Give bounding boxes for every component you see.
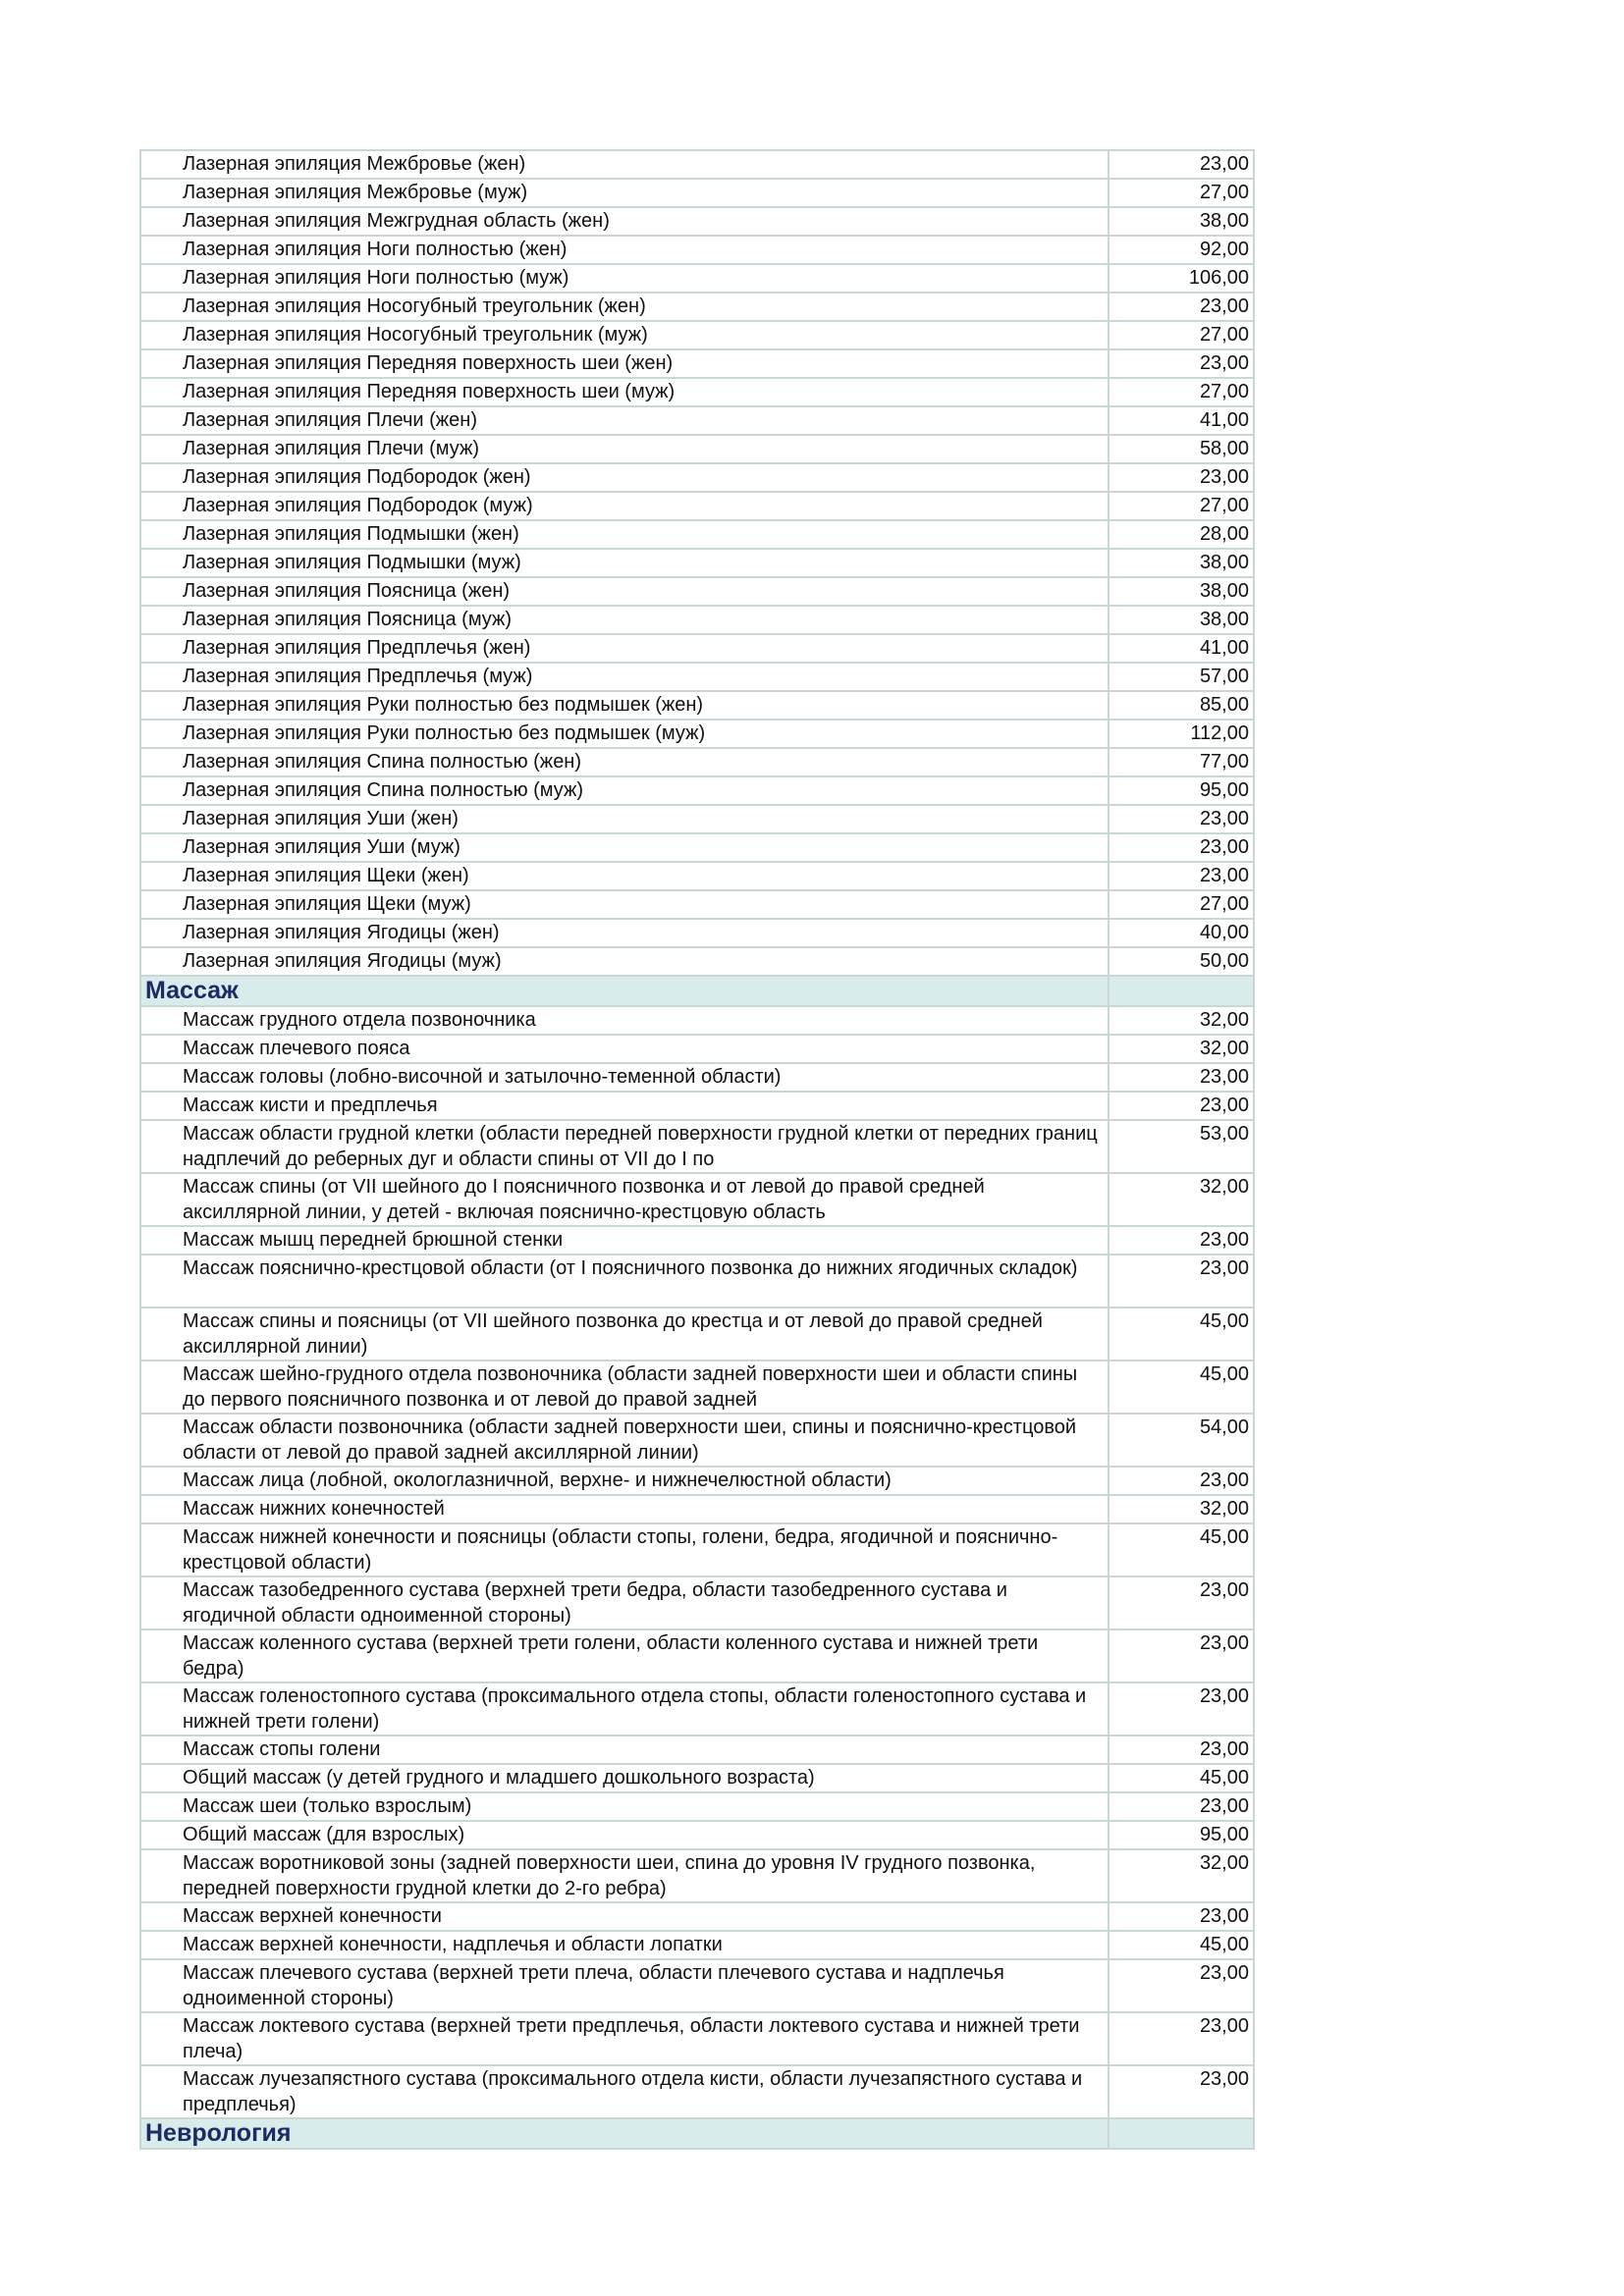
service-row bbox=[140, 1629, 1254, 1682]
service-name-cell bbox=[140, 492, 1109, 520]
service-name: Лазерная эпиляция Плечи (муж) bbox=[183, 438, 480, 459]
service-name: Массаж лучезапястного сустава (проксимального отдела кисти, области лучезапястного сустава и предплечья) bbox=[183, 2068, 1083, 2115]
service-name: Лазерная эпиляция Поясница (муж) bbox=[183, 609, 513, 630]
service-price: 23,00 bbox=[1109, 1255, 1254, 1308]
service-name: Массаж стопы голени bbox=[183, 1738, 381, 1760]
service-name-cell bbox=[140, 776, 1109, 805]
service-name: Массаж локтевого сустава (верхней трети предплечья, области локтевого сустава и нижней трети плеча) bbox=[183, 2015, 1080, 2062]
service-name-cell bbox=[140, 1764, 1109, 1792]
service-name-cell bbox=[140, 1629, 1109, 1682]
service-name-cell bbox=[140, 2065, 1109, 2118]
service-row bbox=[140, 1849, 1254, 1902]
service-name: Общий массаж (для взрослых) bbox=[183, 1824, 465, 1845]
service-price: 45,00 bbox=[1109, 1764, 1254, 1792]
service-row bbox=[140, 663, 1254, 691]
service-name-cell bbox=[140, 549, 1109, 577]
service-name-cell bbox=[140, 378, 1109, 406]
service-name: Лазерная эпиляция Спина полностью (жен) bbox=[183, 751, 582, 773]
service-row bbox=[140, 1361, 1254, 1414]
category-price-cell bbox=[1109, 976, 1254, 1006]
service-name: Массаж области грудной клетки (области передней поверхности грудной клетки от передних границ надплечий до реберных дуг и области спины от VII до I по bbox=[183, 1123, 1098, 1170]
service-name-cell bbox=[140, 435, 1109, 463]
service-name: Массаж грудного отдела позвоночника bbox=[183, 1009, 536, 1031]
service-name-cell bbox=[140, 1792, 1109, 1821]
service-price: 23,00 bbox=[1109, 1467, 1254, 1495]
service-name: Лазерная эпиляция Предплечья (жен) bbox=[183, 637, 531, 659]
service-name-cell bbox=[140, 1226, 1109, 1255]
service-name: Лазерная эпиляция Подбородок (муж) bbox=[183, 495, 533, 516]
service-name-cell bbox=[140, 1523, 1109, 1576]
service-name: Массаж воротниковой зоны (задней поверхности шеи, спина до уровня IV грудного позвонка, передней поверхности грудной клетки до 2-го ребра) bbox=[183, 1852, 1036, 1899]
service-price: 32,00 bbox=[1109, 1035, 1254, 1063]
service-price: 23,00 bbox=[1109, 349, 1254, 378]
service-name: Лазерная эпиляция Щеки (муж) bbox=[183, 893, 471, 915]
service-name-cell bbox=[140, 264, 1109, 293]
service-row bbox=[140, 2065, 1254, 2118]
service-price: 23,00 bbox=[1109, 463, 1254, 492]
service-name: Лазерная эпиляция Поясница (жен) bbox=[183, 580, 511, 602]
service-name: Лазерная эпиляция Руки полностью без подмышек (муж) bbox=[183, 722, 706, 744]
service-name-cell bbox=[140, 1821, 1109, 1849]
service-name-cell bbox=[140, 1361, 1109, 1414]
service-name-cell bbox=[140, 1576, 1109, 1629]
service-price: 23,00 bbox=[1109, 2012, 1254, 2065]
service-row bbox=[140, 776, 1254, 805]
service-name-cell bbox=[140, 1120, 1109, 1173]
service-name-cell bbox=[140, 606, 1109, 634]
service-price: 38,00 bbox=[1109, 606, 1254, 634]
service-row bbox=[140, 1902, 1254, 1931]
service-price: 23,00 bbox=[1109, 1576, 1254, 1629]
service-price: 27,00 bbox=[1109, 890, 1254, 919]
service-name-cell bbox=[140, 1308, 1109, 1361]
service-name: Лазерная эпиляция Ягодицы (муж) bbox=[183, 950, 502, 972]
service-name-cell bbox=[140, 634, 1109, 663]
service-row bbox=[140, 349, 1254, 378]
service-name: Массаж нижней конечности и поясницы (области стопы, голени, бедра, ягодичной и пояснично-крестцовой области) bbox=[183, 1526, 1058, 1574]
service-price: 40,00 bbox=[1109, 919, 1254, 947]
service-name: Лазерная эпиляция Носогубный треугольник (муж) bbox=[183, 324, 648, 346]
service-row bbox=[140, 691, 1254, 720]
service-price: 32,00 bbox=[1109, 1849, 1254, 1902]
service-name-cell bbox=[140, 691, 1109, 720]
service-name: Массаж верхней конечности, надплечья и области лопатки bbox=[183, 1934, 723, 1955]
service-row bbox=[140, 1682, 1254, 1735]
service-name-cell bbox=[140, 1959, 1109, 2012]
service-row bbox=[140, 463, 1254, 492]
service-row bbox=[140, 492, 1254, 520]
service-row bbox=[140, 1255, 1254, 1308]
service-name: Лазерная эпиляция Руки полностью без подмышек (жен) bbox=[183, 694, 704, 716]
service-row bbox=[140, 606, 1254, 634]
service-name-cell bbox=[140, 1035, 1109, 1063]
service-row bbox=[140, 1308, 1254, 1361]
service-name-cell bbox=[140, 321, 1109, 349]
service-name-cell bbox=[140, 293, 1109, 321]
service-price: 85,00 bbox=[1109, 691, 1254, 720]
service-row bbox=[140, 577, 1254, 606]
service-name-cell bbox=[140, 1414, 1109, 1467]
service-name: Общий массаж (у детей грудного и младшего дошкольного возраста) bbox=[183, 1767, 815, 1789]
service-price: 23,00 bbox=[1109, 1902, 1254, 1931]
service-name-cell bbox=[140, 150, 1109, 179]
service-name-cell bbox=[140, 1735, 1109, 1764]
service-name: Лазерная эпиляция Предплечья (муж) bbox=[183, 666, 533, 687]
service-name: Лазерная эпиляция Щеки (жен) bbox=[183, 865, 469, 886]
service-price: 23,00 bbox=[1109, 833, 1254, 862]
service-name: Массаж нижних конечностей bbox=[183, 1498, 445, 1520]
service-price: 23,00 bbox=[1109, 1792, 1254, 1821]
service-name: Массаж области позвоночника (области задней поверхности шеи, спины и пояснично-крестцовой области от левой до правой задней аксиллярной линии) bbox=[183, 1416, 1077, 1464]
service-name-cell bbox=[140, 1931, 1109, 1959]
service-name-cell bbox=[140, 1495, 1109, 1523]
service-row bbox=[140, 1006, 1254, 1035]
service-price: 58,00 bbox=[1109, 435, 1254, 463]
service-row bbox=[140, 1931, 1254, 1959]
category-title: Массаж bbox=[140, 976, 1109, 1006]
service-name-cell bbox=[140, 720, 1109, 748]
service-row bbox=[140, 748, 1254, 776]
service-price: 23,00 bbox=[1109, 1092, 1254, 1120]
service-row bbox=[140, 150, 1254, 179]
category-row bbox=[140, 976, 1254, 1006]
category-row bbox=[140, 2118, 1254, 2149]
service-row bbox=[140, 1035, 1254, 1063]
service-name: Массаж тазобедренного сустава (верхней трети бедра, области тазобедренного сустава и ягодичной области одноименной стороны) bbox=[183, 1579, 1007, 1627]
service-price: 77,00 bbox=[1109, 748, 1254, 776]
service-name: Лазерная эпиляция Межгрудная область (жен) bbox=[183, 210, 610, 232]
service-name: Массаж верхней конечности bbox=[183, 1905, 442, 1927]
service-price: 45,00 bbox=[1109, 1361, 1254, 1414]
service-name-cell bbox=[140, 406, 1109, 435]
service-name: Лазерная эпиляция Спина полностью (муж) bbox=[183, 779, 584, 801]
service-name-cell bbox=[140, 577, 1109, 606]
category-price-cell bbox=[1109, 2118, 1254, 2149]
service-price: 23,00 bbox=[1109, 150, 1254, 179]
service-name-cell bbox=[140, 1467, 1109, 1495]
price-list-sheet bbox=[139, 149, 1253, 2150]
service-name-cell bbox=[140, 2012, 1109, 2065]
service-name: Лазерная эпиляция Ягодицы (жен) bbox=[183, 922, 500, 943]
service-name: Лазерная эпиляция Межбровье (муж) bbox=[183, 182, 528, 203]
service-row bbox=[140, 1063, 1254, 1092]
service-row bbox=[140, 236, 1254, 264]
service-price: 50,00 bbox=[1109, 947, 1254, 976]
service-price: 106,00 bbox=[1109, 264, 1254, 293]
service-price: 23,00 bbox=[1109, 862, 1254, 890]
service-price: 27,00 bbox=[1109, 321, 1254, 349]
service-row bbox=[140, 1792, 1254, 1821]
service-name: Лазерная эпиляция Подмышки (жен) bbox=[183, 523, 519, 545]
service-name: Массаж шеи (только взрослым) bbox=[183, 1795, 472, 1817]
service-price: 57,00 bbox=[1109, 663, 1254, 691]
service-name-cell bbox=[140, 1063, 1109, 1092]
service-price: 27,00 bbox=[1109, 179, 1254, 207]
service-row bbox=[140, 1495, 1254, 1523]
service-name-cell bbox=[140, 1006, 1109, 1035]
price-table bbox=[139, 149, 1255, 2150]
service-name-cell bbox=[140, 520, 1109, 549]
service-name: Массаж пояснично-крестцовой области (от I поясничного позвонка до нижних ягодичных складок) bbox=[183, 1257, 1078, 1279]
service-price: 23,00 bbox=[1109, 1959, 1254, 2012]
service-name: Массаж шейно-грудного отдела позвоночника (области задней поверхности шеи и области спины до первого поясничного позвонка и от левой до правой задней bbox=[183, 1363, 1078, 1411]
service-row bbox=[140, 1226, 1254, 1255]
service-row bbox=[140, 264, 1254, 293]
service-price: 45,00 bbox=[1109, 1308, 1254, 1361]
service-price: 23,00 bbox=[1109, 1226, 1254, 1255]
service-price: 45,00 bbox=[1109, 1931, 1254, 1959]
service-name: Массаж головы (лобно-височной и затылочно-теменной области) bbox=[183, 1066, 782, 1088]
service-row bbox=[140, 919, 1254, 947]
service-row bbox=[140, 1764, 1254, 1792]
service-name: Лазерная эпиляция Ноги полностью (жен) bbox=[183, 239, 568, 260]
service-row bbox=[140, 179, 1254, 207]
service-row bbox=[140, 1414, 1254, 1467]
service-name-cell bbox=[140, 179, 1109, 207]
service-name: Массаж лица (лобной, окологлазничной, верхне- и нижнечелюстной области) bbox=[183, 1469, 892, 1491]
service-name-cell bbox=[140, 1682, 1109, 1735]
service-row bbox=[140, 862, 1254, 890]
service-name: Массаж кисти и предплечья bbox=[183, 1095, 438, 1116]
service-name: Массаж голеностопного сустава (проксимального отдела стопы, области голеностопного сустава и нижней трети голени) bbox=[183, 1685, 1087, 1733]
service-name: Лазерная эпиляция Ноги полностью (муж) bbox=[183, 267, 569, 289]
service-price: 23,00 bbox=[1109, 1063, 1254, 1092]
service-price: 32,00 bbox=[1109, 1495, 1254, 1523]
service-name-cell bbox=[140, 207, 1109, 236]
service-row bbox=[140, 1092, 1254, 1120]
service-row bbox=[140, 890, 1254, 919]
service-name: Массаж плечевого пояса bbox=[183, 1038, 410, 1059]
service-name-cell bbox=[140, 1092, 1109, 1120]
service-name-cell bbox=[140, 349, 1109, 378]
service-price: 41,00 bbox=[1109, 406, 1254, 435]
category-title: Неврология bbox=[140, 2118, 1109, 2149]
service-price: 95,00 bbox=[1109, 1821, 1254, 1849]
service-row bbox=[140, 435, 1254, 463]
service-price: 32,00 bbox=[1109, 1173, 1254, 1226]
service-row bbox=[140, 1821, 1254, 1849]
service-price: 38,00 bbox=[1109, 577, 1254, 606]
service-price: 45,00 bbox=[1109, 1523, 1254, 1576]
service-price: 92,00 bbox=[1109, 236, 1254, 264]
service-name: Лазерная эпиляция Уши (жен) bbox=[183, 808, 459, 829]
service-name: Массаж спины и поясницы (от VII шейного позвонка до крестца и от левой до правой средней аксиллярной линии) bbox=[183, 1310, 1043, 1358]
service-price: 23,00 bbox=[1109, 1735, 1254, 1764]
service-row bbox=[140, 549, 1254, 577]
service-price: 23,00 bbox=[1109, 805, 1254, 833]
service-row bbox=[140, 1120, 1254, 1173]
service-name: Лазерная эпиляция Подмышки (муж) bbox=[183, 552, 521, 573]
service-row bbox=[140, 1173, 1254, 1226]
service-row bbox=[140, 1523, 1254, 1576]
service-price: 27,00 bbox=[1109, 492, 1254, 520]
service-name-cell bbox=[140, 1902, 1109, 1931]
service-row bbox=[140, 947, 1254, 976]
service-name-cell bbox=[140, 890, 1109, 919]
service-row bbox=[140, 520, 1254, 549]
service-price: 23,00 bbox=[1109, 2065, 1254, 2118]
service-row bbox=[140, 1959, 1254, 2012]
service-row bbox=[140, 378, 1254, 406]
service-price: 23,00 bbox=[1109, 1629, 1254, 1682]
service-name-cell bbox=[140, 463, 1109, 492]
service-name: Лазерная эпиляция Передняя поверхность шеи (жен) bbox=[183, 352, 674, 374]
service-row bbox=[140, 1735, 1254, 1764]
price-table-body bbox=[140, 150, 1254, 2149]
service-name: Лазерная эпиляция Межбровье (жен) bbox=[183, 153, 526, 175]
service-name-cell bbox=[140, 805, 1109, 833]
service-price: 27,00 bbox=[1109, 378, 1254, 406]
service-name: Лазерная эпиляция Подбородок (жен) bbox=[183, 466, 531, 488]
service-price: 38,00 bbox=[1109, 207, 1254, 236]
service-name: Лазерная эпиляция Уши (муж) bbox=[183, 836, 460, 858]
service-price: 95,00 bbox=[1109, 776, 1254, 805]
service-name-cell bbox=[140, 919, 1109, 947]
service-name-cell bbox=[140, 748, 1109, 776]
service-name-cell bbox=[140, 1849, 1109, 1902]
service-price: 53,00 bbox=[1109, 1120, 1254, 1173]
service-name-cell bbox=[140, 236, 1109, 264]
service-price: 41,00 bbox=[1109, 634, 1254, 663]
service-price: 32,00 bbox=[1109, 1006, 1254, 1035]
service-price: 112,00 bbox=[1109, 720, 1254, 748]
service-row bbox=[140, 293, 1254, 321]
service-name: Лазерная эпиляция Носогубный треугольник (жен) bbox=[183, 295, 646, 317]
service-price: 38,00 bbox=[1109, 549, 1254, 577]
service-row bbox=[140, 406, 1254, 435]
service-row bbox=[140, 634, 1254, 663]
service-name: Лазерная эпиляция Плечи (жен) bbox=[183, 409, 478, 431]
service-name-cell bbox=[140, 663, 1109, 691]
service-row bbox=[140, 805, 1254, 833]
service-name-cell bbox=[140, 1255, 1109, 1308]
service-name-cell bbox=[140, 947, 1109, 976]
service-name-cell bbox=[140, 833, 1109, 862]
service-price: 23,00 bbox=[1109, 1682, 1254, 1735]
service-name: Массаж спины (от VII шейного до I поясничного позвонка и от левой до правой средней аксиллярной линии, у детей - включая пояснично-крестцовую область bbox=[183, 1176, 985, 1223]
service-price: 54,00 bbox=[1109, 1414, 1254, 1467]
service-name: Массаж коленного сустава (верхней трети голени, области коленного сустава и нижней трети бедра) bbox=[183, 1632, 1039, 1680]
service-name: Лазерная эпиляция Передняя поверхность шеи (муж) bbox=[183, 381, 676, 402]
service-name-cell bbox=[140, 862, 1109, 890]
service-name-cell bbox=[140, 1173, 1109, 1226]
service-price: 23,00 bbox=[1109, 293, 1254, 321]
service-row bbox=[140, 1576, 1254, 1629]
service-row bbox=[140, 720, 1254, 748]
service-row bbox=[140, 833, 1254, 862]
service-name: Массаж мышц передней брюшной стенки bbox=[183, 1229, 564, 1251]
service-name: Массаж плечевого сустава (верхней трети плеча, области плечевого сустава и надплечья одноименной стороны) bbox=[183, 1962, 1004, 2009]
service-row bbox=[140, 321, 1254, 349]
service-price: 28,00 bbox=[1109, 520, 1254, 549]
service-row bbox=[140, 2012, 1254, 2065]
service-row bbox=[140, 207, 1254, 236]
service-row bbox=[140, 1467, 1254, 1495]
